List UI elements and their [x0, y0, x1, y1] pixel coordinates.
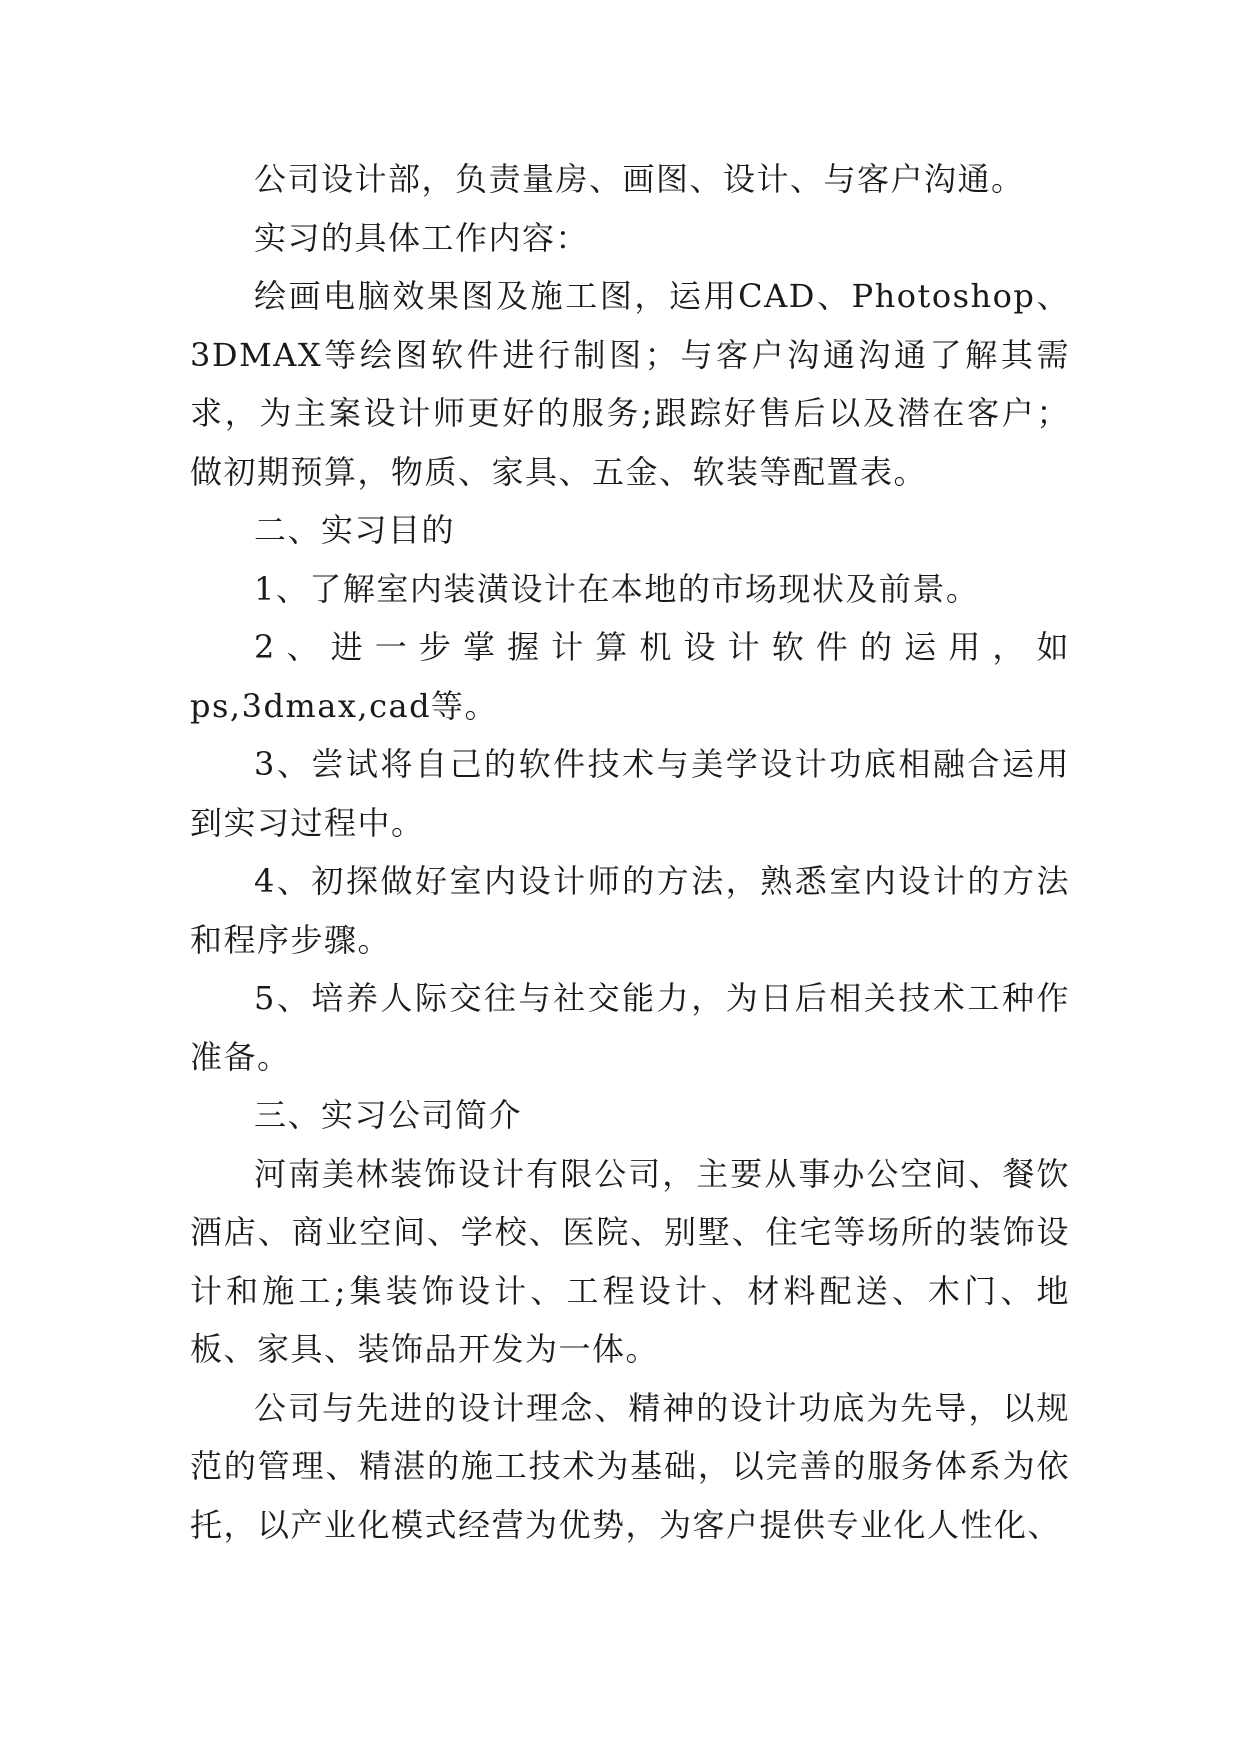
document-body [190, 150, 1070, 1554]
paragraph-company-intro: 河南美林装饰设计有限公司，主要从事办公空间、餐饮酒店、商业空间、学校、医院、别墅、住宅等场所的装饰设计和施工;集装饰设计、工程设计、材料配送、木门、地板、家具、装饰品开发为一体。 [190, 1154, 1070, 1368]
paragraph-company-philosophy: 公司与先进的设计理念、精神的设计功底为先导，以规范的管理、精湛的施工技术为基础，以完善的服务体系为依托，以产业化模式经营为优势，为客户提供专业化人性化、 [190, 1388, 1070, 1544]
paragraph-work-content: 绘画电脑效果图及施工图，运用CAD、Photoshop、3DMAX等绘图软件进行制图；与客户沟通沟通了解其需求，为主案设计师更好的服务;跟踪好售后以及潜在客户；做初期预算，物质、家具、五金、软装等配置表。 [190, 277, 1070, 491]
list-item-purpose-5: 5、培养人际交往与社交能力，为日后相关技术工种作准备。 [190, 979, 1070, 1076]
list-item-purpose-4: 4、初探做好室内设计师的方法，熟悉室内设计的方法和程序步骤。 [190, 862, 1070, 959]
list-item-purpose-1: 1、了解室内装潢设计在本地的市场现状及前景。 [254, 569, 980, 608]
section-heading-purpose: 二、实习目的 [254, 511, 456, 549]
list-item-purpose-3: 3、尝试将自己的软件技术与美学设计功底相融合运用到实习过程中。 [190, 745, 1070, 842]
section-heading-company: 三、实习公司简介 [254, 1096, 523, 1134]
list-item-purpose-2: 2、进一步掌握计算机设计软件的运用，如ps,3dmax,cad等。 [190, 628, 1070, 725]
paragraph-design-dept: 公司设计部，负责量房、画图、设计、与客户沟通。 [254, 160, 1025, 198]
paragraph-work-content-heading: 实习的具体工作内容： [254, 218, 590, 257]
